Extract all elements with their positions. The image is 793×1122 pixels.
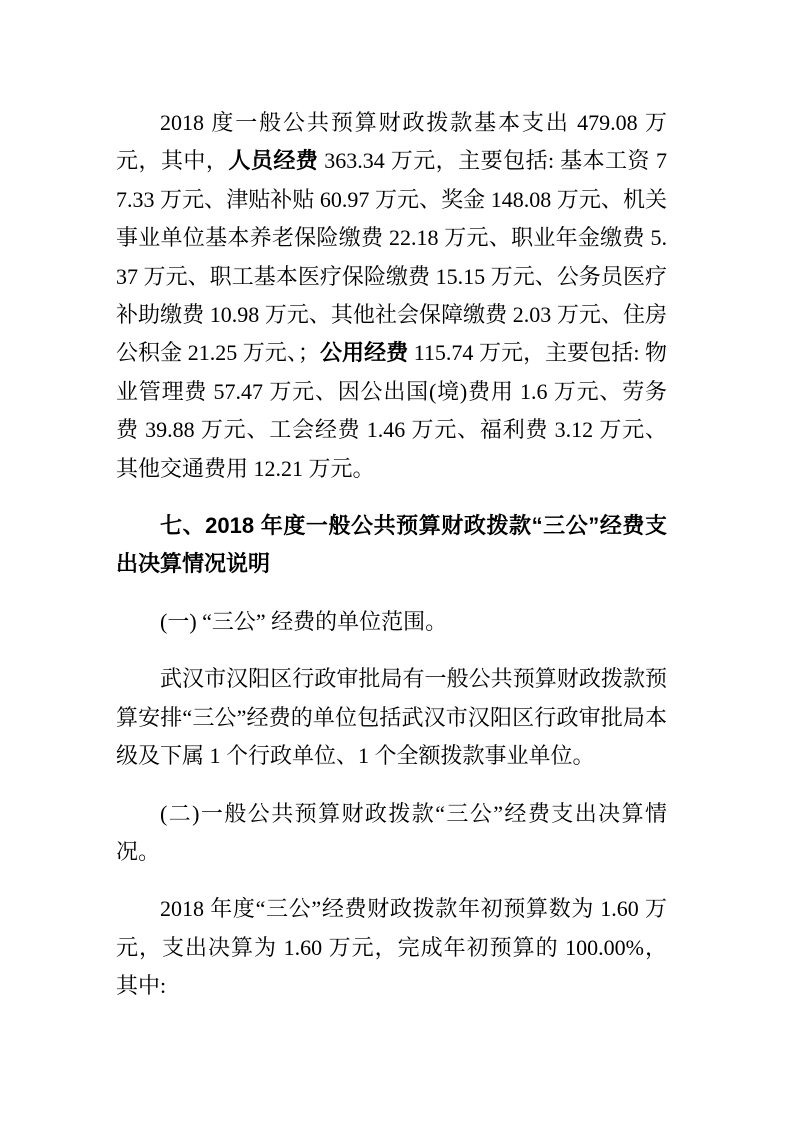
text-segment: 115.74 万元，主要包括: 物业管理费 57.47 万元、因公出国(境)费用 1.6 万元、劳务费 39.88 万元、工会经费 1.46 万元、福利费 3.12 万元、其他交通费用 12.21 万元。 — [116, 340, 667, 481]
sangong-budget-paragraph — [116, 890, 667, 1005]
text-segment: 七、2018 年度一般公共预算财政拨款“三公”经费支出决算情况说明 — [116, 513, 667, 577]
text-segment: (一) “三公” 经费的单位范围。 — [160, 608, 448, 634]
text-segment: 2018 年度“三公”经费财政拨款年初预算数为 1.60 万元，支出决算为 1.60 万元，完成年初预算的 100.00%，其中: — [116, 896, 667, 999]
text-segment: 公用经费 — [319, 340, 409, 366]
text-segment: 2018 度一般公共预算财政拨款基本支出 479.08 万元，其中， — [116, 110, 667, 174]
section-seven-heading — [116, 507, 667, 584]
unit-scope-paragraph — [116, 660, 667, 775]
document-content — [116, 104, 667, 1025]
text-segment: (二)一般公共预算财政拨款“三公”经费支出决算情况。 — [116, 800, 667, 864]
text-segment: 人员经费 — [228, 148, 319, 174]
subsection-two-heading — [116, 795, 667, 872]
subsection-one-heading — [116, 603, 667, 641]
text-segment: 363.34 万元，主要包括: 基本工资 77.33 万元、津贴补贴 60.97 万元、奖金 148.08 万元、机关事业单位基本养老保险缴费 22.18 万元、职业年金缴费 5.37 万元、职工基本医疗保险缴费 15.15 万元、公务员医疗补助缴费 10.98 万元、其他社会保障缴费 2.03 万元、住房公积金 21.25 万元、； — [116, 148, 667, 366]
text-segment: 武汉市汉阳区行政审批局有一般公共预算财政拨款预算安排“三公”经费的单位包括武汉市汉阳区行政审批局本级及下属 1 个行政单位、1 个全额拨款事业单位。 — [116, 666, 667, 769]
basic-expenditure-paragraph — [116, 104, 667, 488]
